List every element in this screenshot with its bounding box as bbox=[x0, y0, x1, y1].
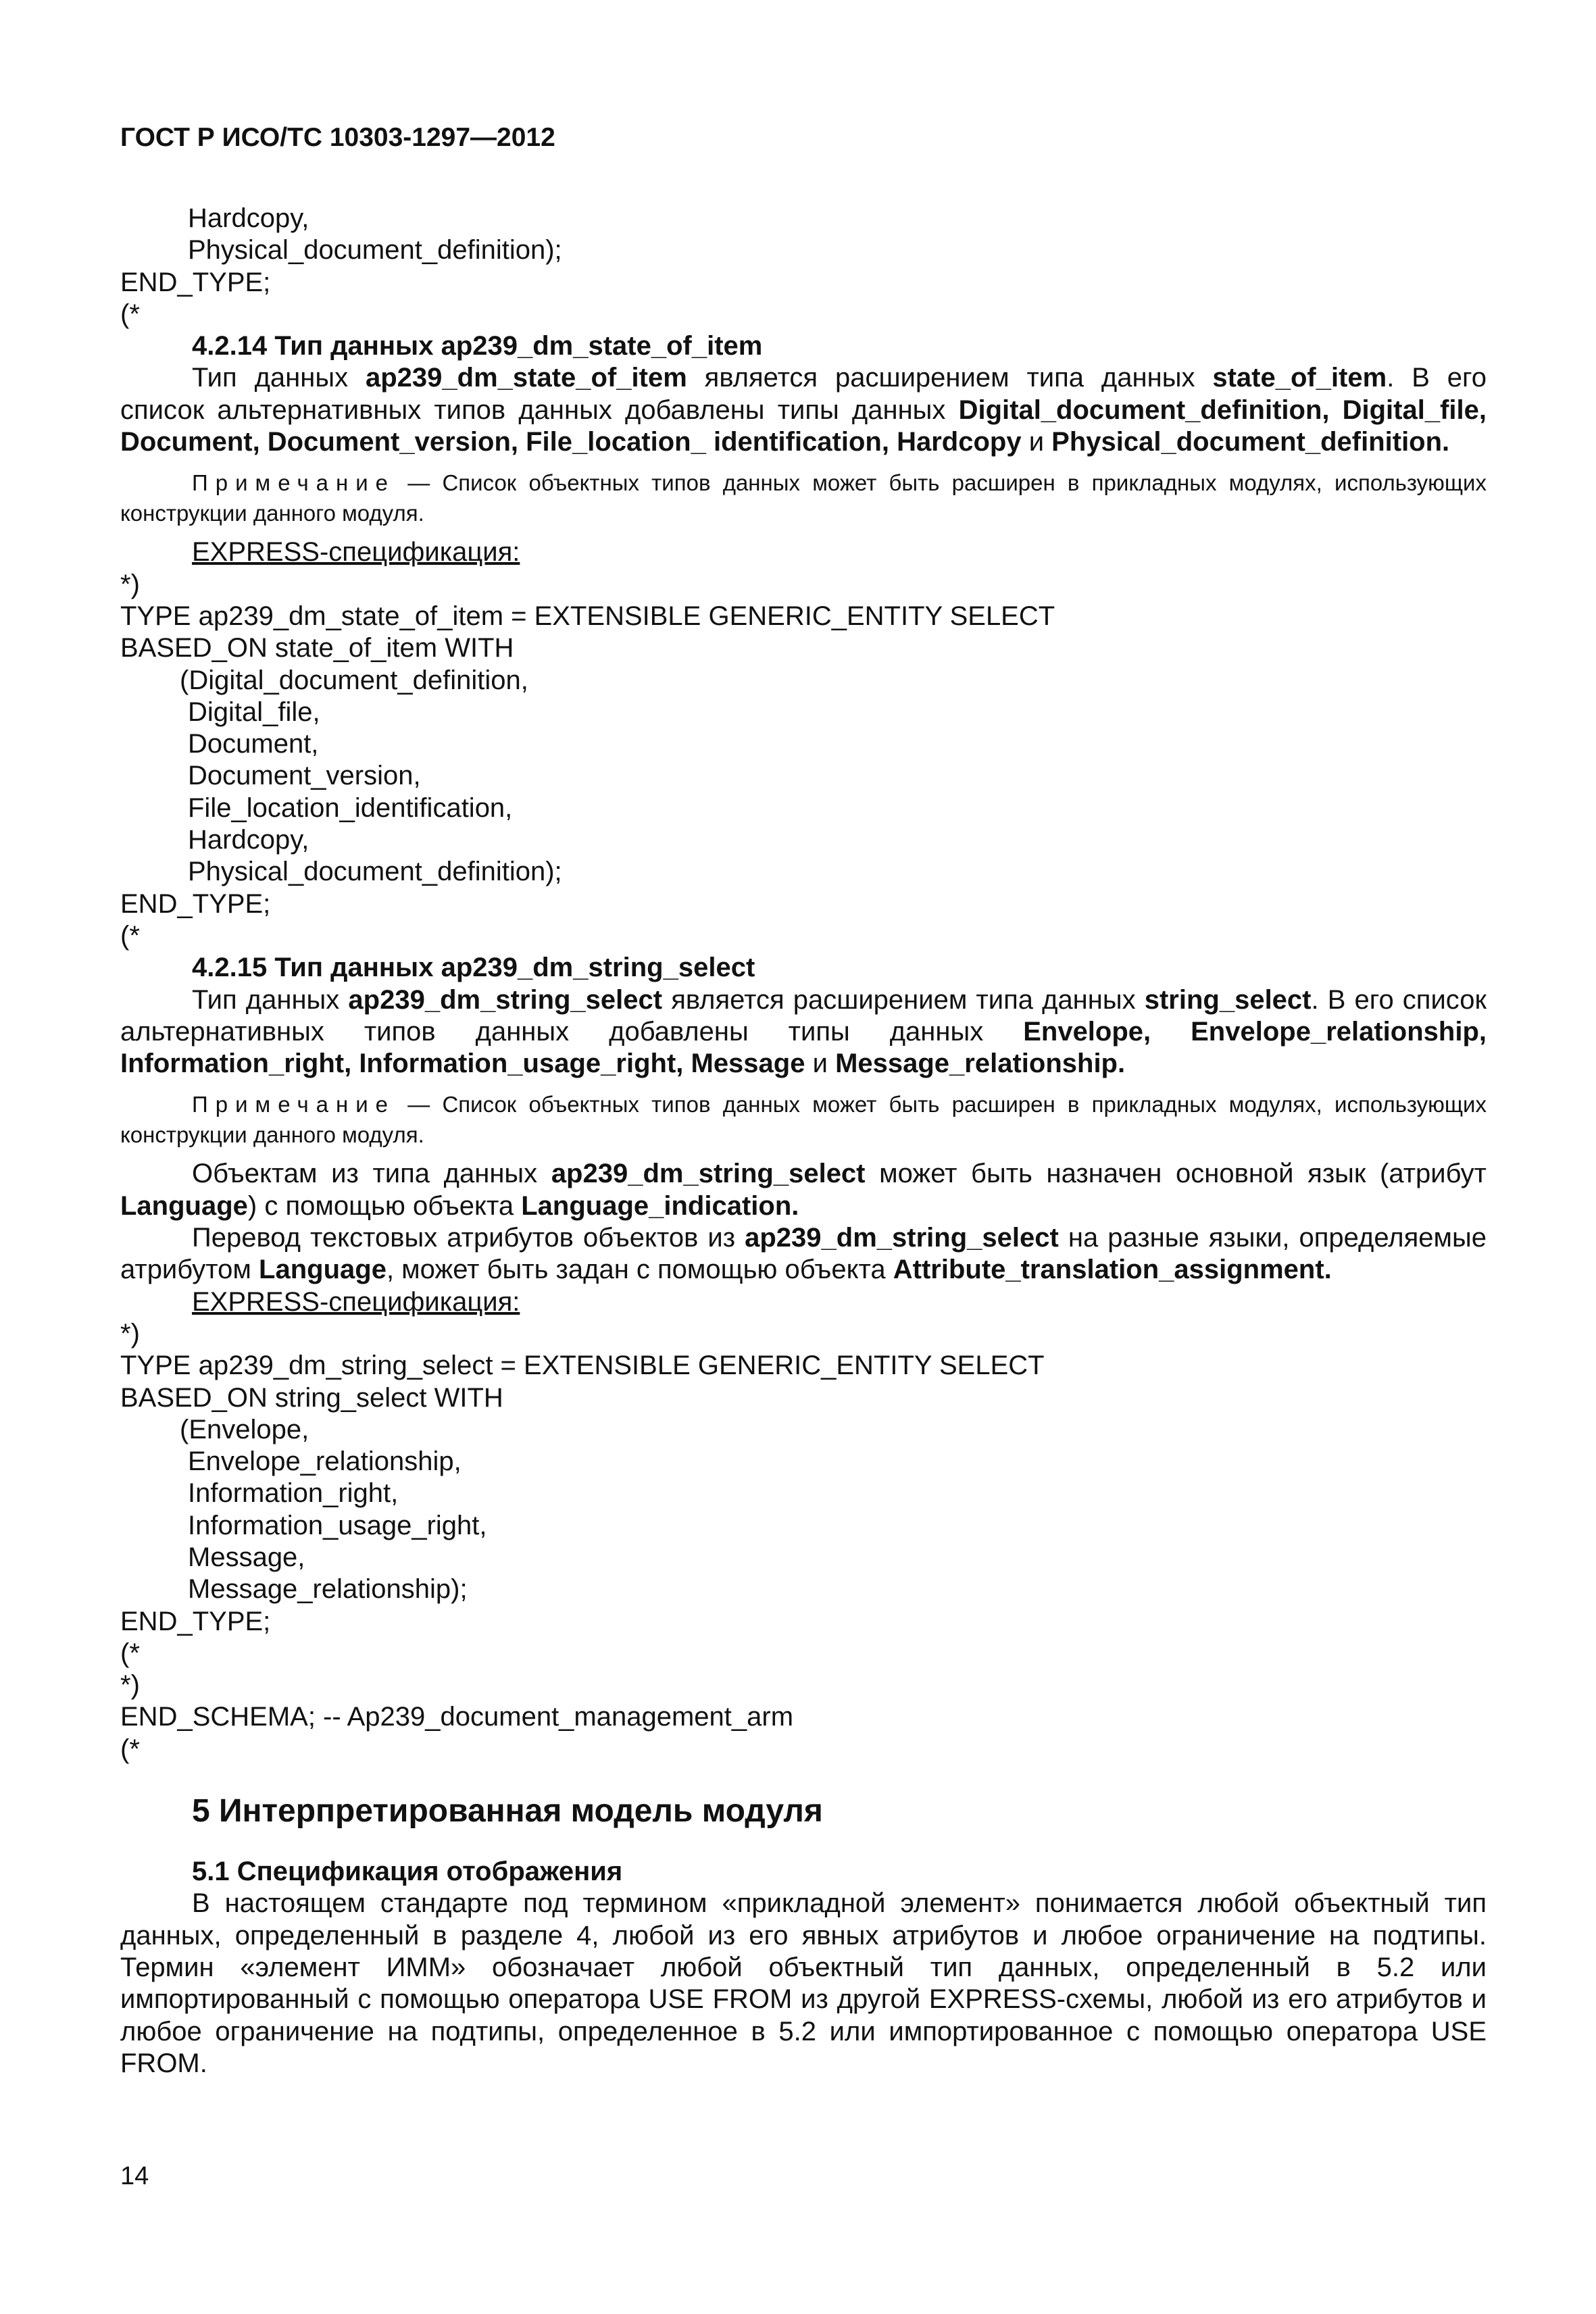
note-text: — Список объектных типов данных может быть расширен в прикладных модулях, использующих конструкции данного модуля. bbox=[120, 1092, 1487, 1148]
section-heading-4-2-14: 4.2.14 Тип данных ap239_dm_state_of_item bbox=[192, 331, 763, 361]
code-line: (* bbox=[120, 1734, 140, 1764]
note-text: — Список объектных типов данных может быть расширен в прикладных модулях, использующих конструкции данного модуля. bbox=[120, 470, 1487, 526]
code-line: (* bbox=[120, 299, 140, 329]
code-line: Digital_file, bbox=[188, 697, 320, 727]
code-line: Message_relationship); bbox=[188, 1574, 468, 1605]
section-paragraph: Перевод текстовых атрибутов объектов из ap239_dm_string_select на разные языки, определяемые атрибутом Language, может быть задан с помощью объекта Attribute_translation_assignment. bbox=[120, 1223, 1487, 1285]
note-label: Примечание bbox=[192, 1092, 396, 1117]
code-line: (Digital_document_definition, bbox=[180, 665, 528, 695]
code-line: File_location_identification, bbox=[188, 793, 513, 823]
section-paragraph: Тип данных ap239_dm_state_of_item является расширением типа данных state_of_item. В его список альтернативных типов данных добавлены типы данных Digital_document_definition, Digital_file, Document, Document_version, File_location_ identification, Hardcopy и Physical_document_definition. bbox=[120, 363, 1487, 457]
code-line: TYPE ap239_dm_state_of_item = EXTENSIBLE GENERIC_ENTITY SELECT bbox=[120, 601, 1055, 631]
section-paragraph: Объектам из типа данных ap239_dm_string_select может быть назначен основной язык (атрибут Language) с помощью объекта Language_indication. bbox=[120, 1159, 1487, 1221]
page-content bbox=[120, 203, 1487, 2080]
express-spec-label: EXPRESS-спецификация: bbox=[192, 1286, 520, 1317]
code-line: END_TYPE; bbox=[120, 888, 271, 919]
code-line: (Envelope, bbox=[180, 1414, 309, 1444]
express-spec-label: EXPRESS-спецификация: bbox=[192, 537, 520, 568]
code-line: Physical_document_definition); bbox=[188, 857, 562, 887]
note bbox=[120, 468, 1487, 528]
code-line: *) bbox=[120, 1318, 140, 1349]
code-line: END_SCHEMA; -- Ap239_document_management_arm bbox=[120, 1702, 794, 1732]
code-line: *) bbox=[120, 569, 140, 599]
page-number: 14 bbox=[120, 2162, 149, 2190]
code-line: Envelope_relationship, bbox=[188, 1447, 462, 1477]
code-line: Physical_document_definition); bbox=[188, 235, 562, 266]
code-line: (* bbox=[120, 1638, 140, 1668]
code-line: Hardcopy, bbox=[188, 203, 309, 233]
code-line: (* bbox=[120, 920, 140, 951]
section-heading-5-1: 5.1 Спецификация отображения bbox=[192, 1857, 623, 1887]
code-line: Document_version, bbox=[188, 761, 421, 791]
code-line: Information_right, bbox=[188, 1478, 399, 1509]
code-line: END_TYPE; bbox=[120, 267, 271, 297]
note-label: Примечание bbox=[192, 470, 396, 496]
note bbox=[120, 1089, 1487, 1150]
code-line: Information_usage_right, bbox=[188, 1510, 487, 1540]
code-line: Hardcopy, bbox=[188, 825, 309, 855]
code-line: Message, bbox=[188, 1542, 305, 1572]
code-line: Document, bbox=[188, 729, 319, 759]
code-line: TYPE ap239_dm_string_select = EXTENSIBLE GENERIC_ENTITY SELECT bbox=[120, 1351, 1045, 1381]
code-line: *) bbox=[120, 1670, 140, 1701]
document-header: ГОСТ Р ИСО/ТС 10303-1297—2012 bbox=[120, 123, 555, 152]
code-line: BASED_ON state_of_item WITH bbox=[120, 633, 514, 663]
code-line: END_TYPE; bbox=[120, 1606, 271, 1636]
code-line: BASED_ON string_select WITH bbox=[120, 1382, 503, 1413]
section-heading-5: 5 Интерпретированная модель модуля bbox=[192, 1793, 823, 1830]
section-heading-4-2-15: 4.2.15 Тип данных ap239_dm_string_select bbox=[192, 953, 755, 983]
section-paragraph: В настоящем стандарте под термином «прикладной элемент» понимается любой объектный тип данных, определенный в разделе 4, любой из его явных атрибутов и любое ограничение на подтипы. Термин «элемент ИММ» обозначает любой объектный тип данных, определенный в 5.2 или импортированный с помощью оператора USE FROM из другой EXPRESS-схемы, любой из его атрибутов и любое ограничение на подтипы, определенное в 5.2 или импортированное с помощью оператора USE FROM. bbox=[120, 1888, 1487, 2078]
section-paragraph: Тип данных ap239_dm_string_select является расширением типа данных string_select. В его список альтернативных типов данных добавлены типы данных Envelope, Envelope_relationship, Information_right, Information_usage_right, Message и Message_relationship. bbox=[120, 984, 1487, 1079]
